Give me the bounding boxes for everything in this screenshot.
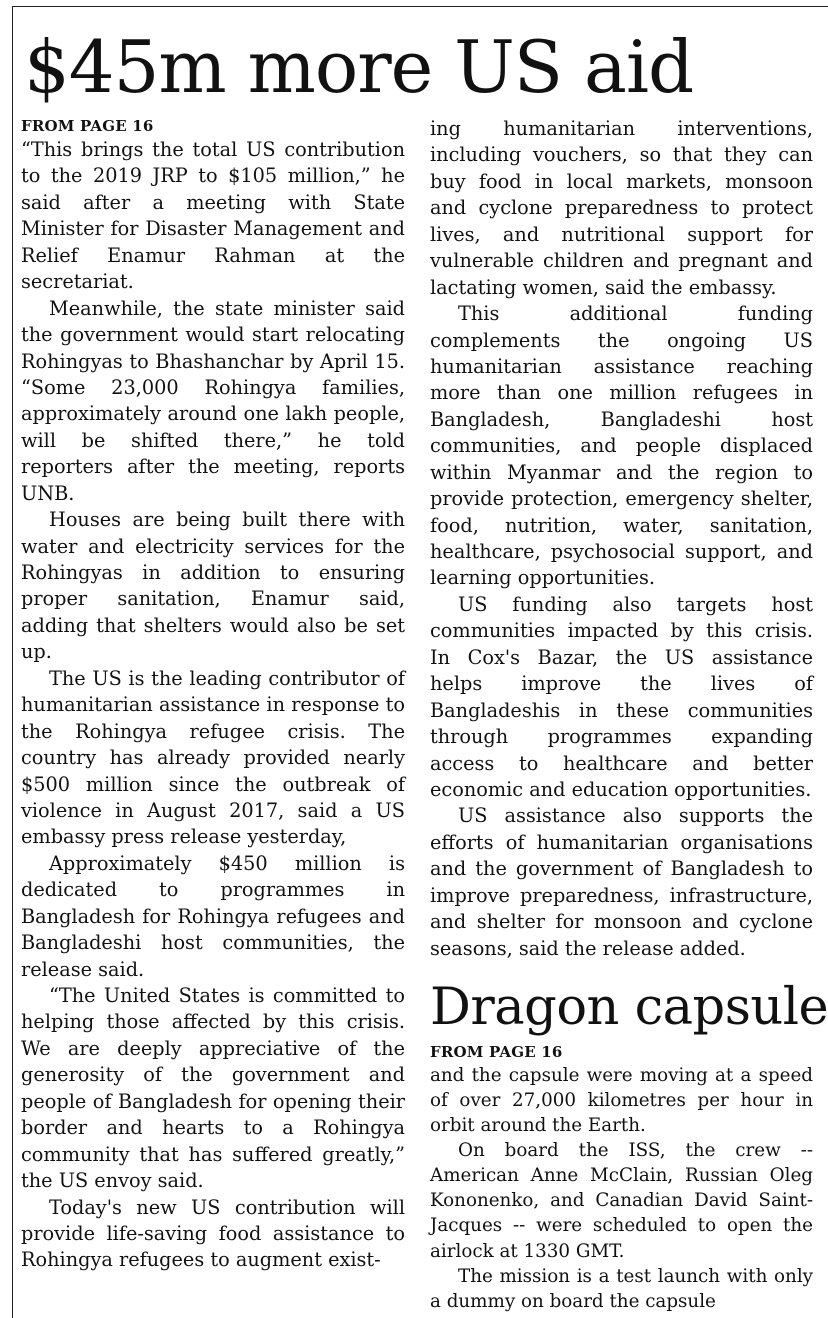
article-headline-dragon-capsule: Dragon capsule — [430, 978, 828, 1037]
paragraph: Meanwhile, the state minister said the government would start relocating Rohingyas to Bhashanchar by April 15. “Some 23,000 Rohingya families, approximately around one lakh people, will be shifted there,” he told reporters after the meeting, reports UNB. — [21, 296, 405, 505]
paragraph: US funding also targets host communities impacted by this crisis. In Cox's Bazar, the US assistance helps improve the lives of Bangladeshis in these communities through programmes expanding access to healthcare and better economic and education opportunities. — [430, 592, 813, 801]
paragraph-continuation: ing humanitarian interventions, including vouchers, so that they can buy food in local markets, monsoon and cyclone preparedness to protect lives, and nutritional support for vulnerable children and pregnant and lactating women, said the embassy. — [430, 117, 813, 299]
paragraph: “This brings the total US contribution to the 2019 JRP to $105 million,” he said after a meeting with State Minister for Disaster Management and Relief Enamur Rahman at the secretariat. — [21, 138, 405, 294]
article-column-left — [21, 116, 405, 1274]
paragraph: Approximately $450 million is dedicated to programmes in Bangladesh for Rohingya refugees and Bangladeshi host communities, the release said. — [21, 851, 405, 981]
paragraph: US assistance also supports the efforts of humanitarian organisations and the government of Bangladesh to improve preparedness, infrastructure, and shelter for monsoon and cyclone seasons, said the release added. — [430, 804, 813, 960]
paragraph: This additional funding complements the ongoing US humanitarian assistance reaching more than one million refugees in Bangladesh, Bangladeshi host communities, and people displaced within Myanmar and the region to provide protection, emergency shelter, food, nutrition, water, sanitation, healthcare, psychosocial support, and learning opportunities. — [430, 302, 813, 590]
paragraph: Houses are being built there with water and electricity services for the Rohingyas in addition to ensuring proper sanitation, Enamur said, adding that shelters would also be set up. — [21, 508, 405, 664]
article-column-right — [430, 116, 813, 962]
paragraph: The US is the leading contributor of humanitarian assistance in response to the Rohingya refugee crisis. The country has already provided nearly $500 million since the outbreak of violence in August 2017, said a US embassy press release yesterday, — [21, 666, 405, 849]
kicker-from-page: FROM PAGE 16 — [21, 117, 154, 135]
left-rule — [12, 6, 13, 1318]
article-headline-us-aid: $45m more US aid — [24, 25, 694, 109]
top-rule — [12, 6, 828, 7]
paragraph: Today's new US contribution will provide life-saving food assistance to Rohingya refugees to augment exist- — [21, 1195, 405, 1272]
paragraph: “The United States is committed to helping those affected by this crisis. We are deeply appreciative of the generosity of the government and people of Bangladesh for opening their border and hearts to a Rohingya community that has suffered greatly,” the US envoy said. — [21, 984, 405, 1193]
paragraph-continuation: and the capsule were moving at a speed of over 27,000 kilometres per hour in orbit around the Earth. — [430, 1065, 813, 1137]
paragraph: The mission is a test launch with only a dummy on board the capsule — [430, 1265, 813, 1312]
paragraph: On board the ISS, the crew -- American Anne McClain, Russian Oleg Kononenko, and Canadian David Saint-Jacques -- were scheduled to open the airlock at 1330 GMT. — [430, 1140, 813, 1262]
article-column-dragon — [430, 1042, 813, 1314]
kicker-from-page: FROM PAGE 16 — [430, 1043, 563, 1061]
